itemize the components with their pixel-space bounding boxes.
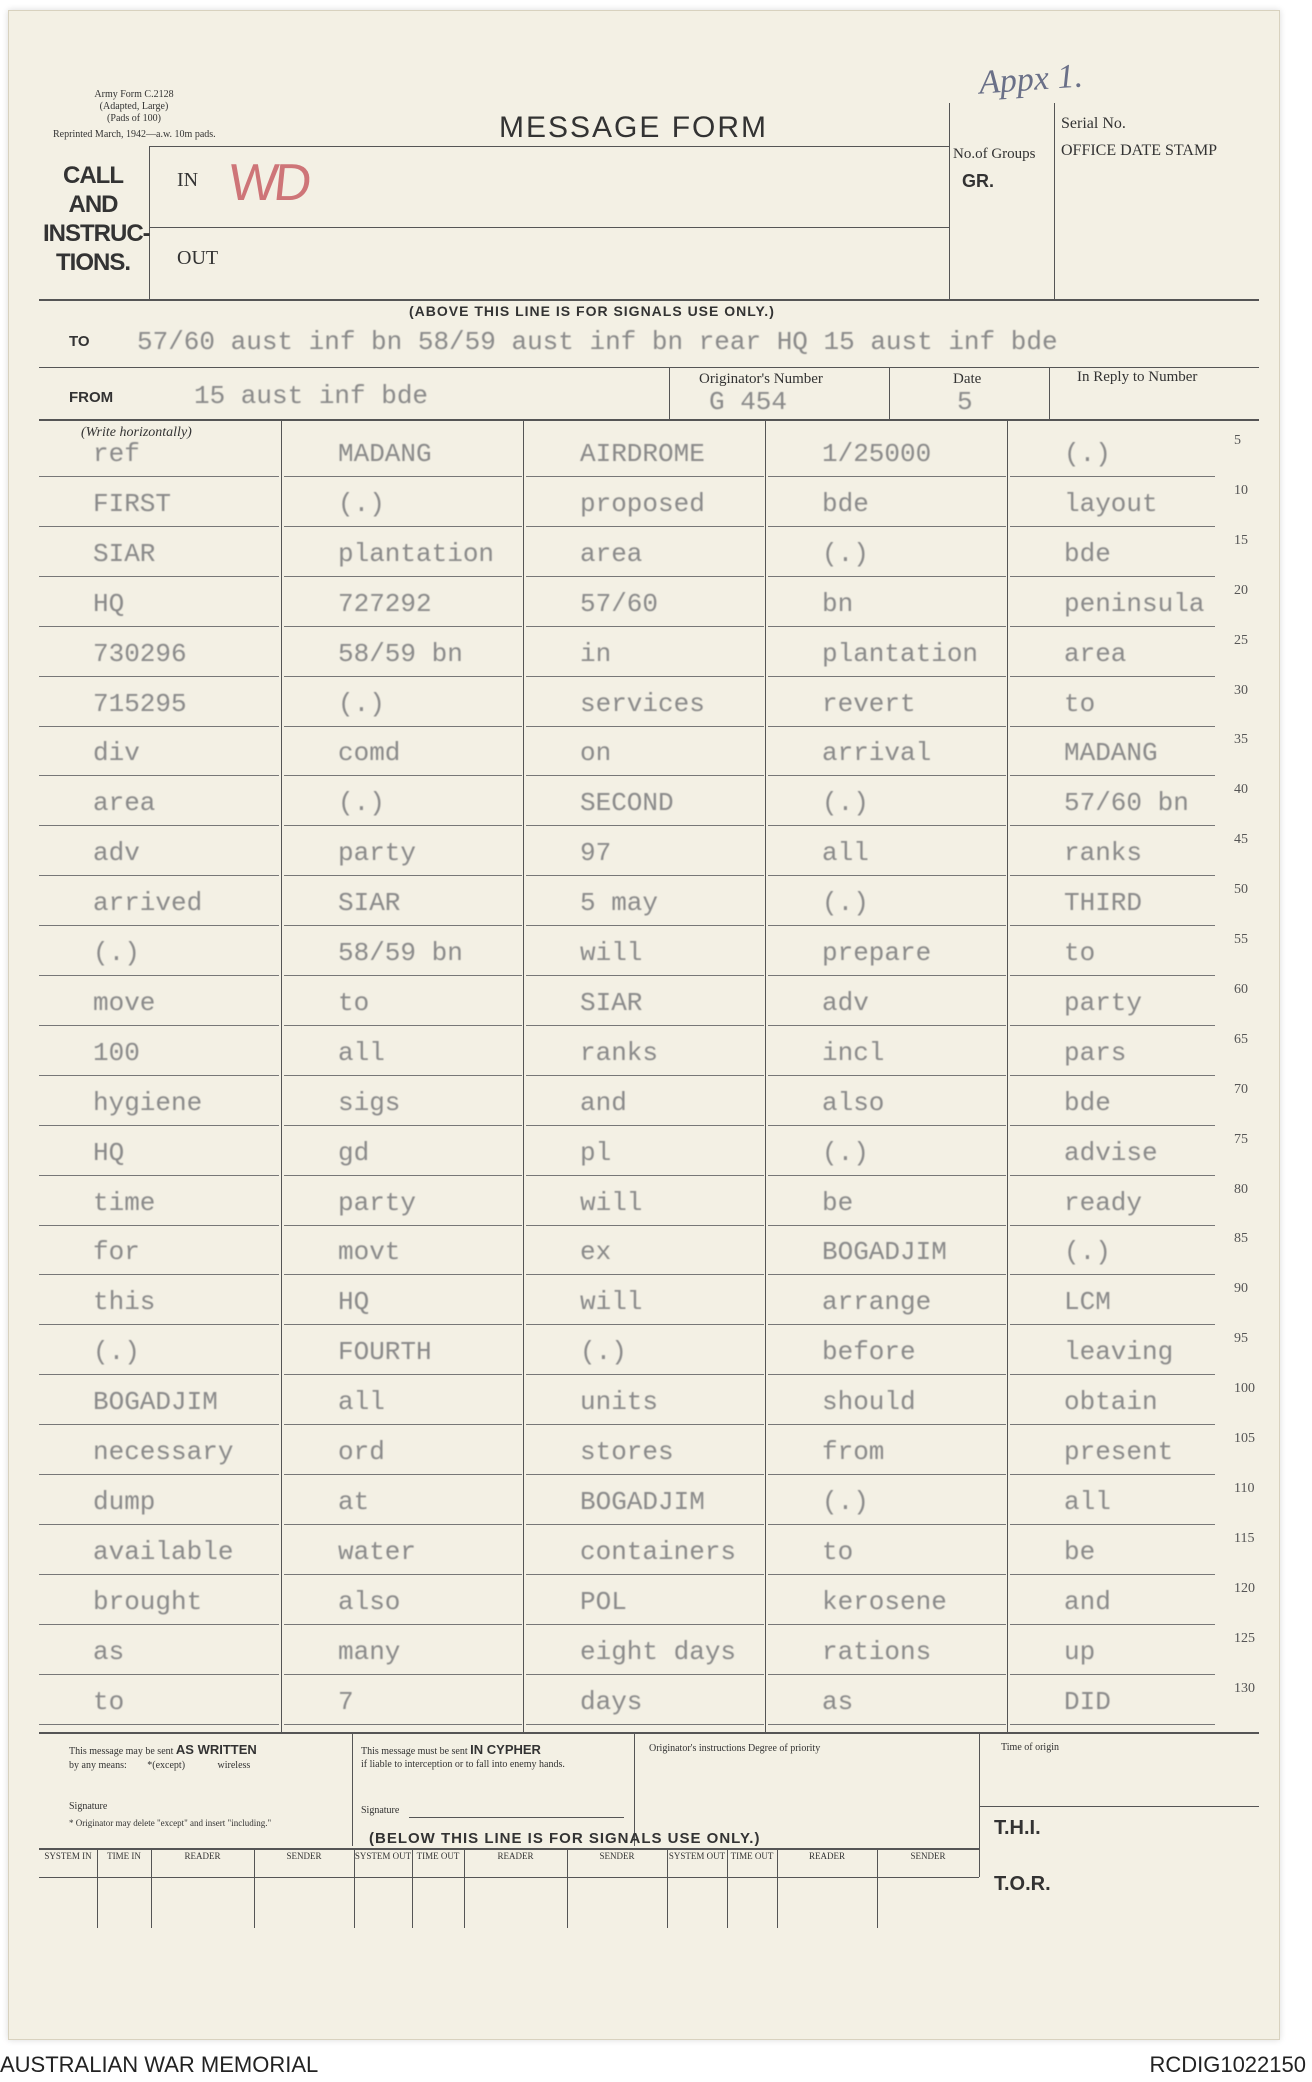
out-label: OUT — [177, 247, 219, 269]
message-word: MADANG — [1064, 738, 1158, 769]
signals-column-header: SYSTEM IN — [44, 1851, 92, 1861]
cypher-text-2: if liable to interception or to fall into enemy hands. — [361, 1759, 565, 1770]
message-word: BOGADJIM — [580, 1486, 705, 1517]
reply-label: In Reply to Number — [1077, 369, 1198, 385]
word-count-number: 55 — [1234, 932, 1248, 947]
message-word: to — [822, 1536, 854, 1567]
message-word: MADANG — [338, 439, 432, 469]
signature-label-2: Signature — [361, 1805, 400, 1816]
form-title: MESSAGE FORM — [499, 111, 769, 144]
tor-label: T.O.R. — [994, 1873, 1051, 1895]
message-word: arrived — [93, 888, 203, 919]
message-word: BOGADJIM — [822, 1237, 947, 1268]
written-bold: AS WRITTEN — [175, 1742, 257, 1757]
message-word: (.) — [338, 488, 385, 519]
message-word: also — [338, 1586, 401, 1617]
from-value: 15 aust inf bde — [194, 381, 429, 411]
to-label: TO — [69, 333, 90, 350]
message-word: (.) — [822, 538, 869, 569]
message-word: (.) — [822, 788, 869, 819]
message-word: bde — [822, 488, 869, 519]
message-word: party — [338, 838, 417, 869]
message-word: all — [1064, 1486, 1111, 1517]
message-word: 7 — [338, 1686, 354, 1717]
message-word: area — [1064, 638, 1127, 669]
message-word: comd — [338, 738, 401, 769]
message-word: should — [822, 1387, 916, 1418]
message-word: prepare — [822, 938, 932, 968]
message-word: BOGADJIM — [93, 1387, 218, 1418]
message-word: pars — [1064, 1037, 1127, 1068]
call-instructions-label: CALL AND INSTRUC-TIONS. — [43, 162, 150, 276]
signals-column-header: TIME IN — [107, 1851, 141, 1861]
word-count-number: 80 — [1234, 1181, 1248, 1197]
signals-column-header: SENDER — [910, 1851, 946, 1861]
message-word: bn — [822, 588, 854, 619]
message-form-paper — [8, 10, 1280, 2040]
message-word: plantation — [822, 638, 979, 669]
from-label: FROM — [69, 389, 114, 406]
message-word: and — [580, 1087, 627, 1118]
message-word: 715295 — [93, 688, 187, 719]
message-word: before — [822, 1337, 916, 1368]
word-count-number: 105 — [1234, 1431, 1255, 1446]
word-count-number: 65 — [1234, 1031, 1248, 1047]
message-word: days — [580, 1686, 643, 1717]
word-count-number: 120 — [1234, 1580, 1255, 1596]
message-word: party — [338, 1187, 417, 1218]
message-word: ex — [580, 1237, 612, 1268]
word-count-number: 60 — [1234, 981, 1248, 997]
word-count-number: 110 — [1234, 1480, 1255, 1496]
message-word: adv — [93, 838, 140, 869]
message-word: arrival — [822, 738, 932, 769]
message-word: leaving — [1064, 1337, 1174, 1368]
message-word: revert — [822, 688, 916, 719]
word-count-number: 25 — [1234, 632, 1248, 648]
footer-right: RCDIG1022150 — [1149, 2052, 1306, 2077]
message-word: (.) — [338, 788, 385, 819]
signals-column-divider — [567, 1848, 568, 1928]
signals-column-divider — [354, 1848, 355, 1928]
word-count-number: 40 — [1234, 782, 1248, 798]
message-word: will — [580, 1187, 643, 1218]
message-word: ord — [338, 1437, 385, 1467]
message-word: water — [338, 1536, 417, 1567]
message-word: 57/60 bn — [1064, 788, 1189, 819]
message-word: 57/60 — [580, 588, 659, 619]
word-count-number: 75 — [1234, 1131, 1248, 1147]
word-count-number: 10 — [1234, 482, 1248, 498]
message-word: (.) — [93, 938, 140, 968]
message-word: services — [580, 688, 705, 719]
message-word: in — [580, 638, 612, 669]
message-word: arrange — [822, 1287, 932, 1318]
message-word: as — [822, 1686, 854, 1717]
message-word: proposed — [580, 488, 705, 519]
signals-column-divider — [254, 1848, 255, 1928]
handwritten-annotation: Appx 1. — [977, 57, 1084, 102]
message-word: (.) — [338, 688, 385, 719]
message-word: on — [580, 738, 612, 769]
message-word: HQ — [338, 1287, 370, 1318]
signals-column-header: SENDER — [599, 1851, 635, 1861]
date-label: Date — [953, 371, 982, 387]
signals-column-header: SENDER — [286, 1851, 322, 1861]
word-count-number: 30 — [1234, 682, 1248, 698]
message-word: to — [1064, 938, 1096, 968]
message-word: all — [338, 1387, 385, 1418]
message-word: (.) — [1064, 1237, 1111, 1268]
signals-column-divider — [777, 1848, 778, 1928]
message-word: kerosene — [822, 1586, 947, 1617]
message-word: all — [822, 838, 869, 869]
serial-label: Serial No. — [1061, 115, 1126, 132]
message-word: (.) — [822, 1137, 869, 1168]
message-word: eight days — [580, 1636, 737, 1667]
message-word: (.) — [822, 888, 869, 919]
message-word: AIRDROME — [580, 439, 705, 469]
message-word: SECOND — [580, 788, 674, 819]
signals-column-header: READER — [809, 1851, 845, 1861]
signals-column-header: SYSTEM OUT — [668, 1851, 726, 1861]
message-word: HQ — [93, 1137, 125, 1168]
message-word: advise — [1064, 1137, 1158, 1168]
written-text-1: This message may be sent — [69, 1746, 174, 1757]
word-count-number: 50 — [1234, 882, 1248, 898]
to-value: 57/60 aust inf bn 58/59 aust inf bn rear HQ 15 aust inf bde — [137, 327, 1058, 357]
message-word: to — [93, 1686, 125, 1717]
message-word: peninsula — [1064, 588, 1205, 619]
word-count-number: 35 — [1234, 732, 1248, 748]
office-date-stamp-label: OFFICE DATE STAMP — [1061, 142, 1218, 159]
message-word: ref — [93, 439, 140, 469]
message-word: for — [93, 1237, 140, 1268]
signals-column-divider — [727, 1848, 728, 1928]
wireless-label: wireless — [217, 1760, 251, 1771]
message-word: containers — [580, 1536, 737, 1567]
message-word: adv — [822, 987, 869, 1018]
message-word: stores — [580, 1437, 674, 1467]
signals-columns — [9, 11, 1279, 2039]
except-note: *(except) — [147, 1760, 186, 1771]
word-count-number: 85 — [1234, 1231, 1248, 1247]
message-word: and — [1064, 1586, 1111, 1617]
message-word: LCM — [1064, 1287, 1111, 1318]
message-word: HQ — [93, 588, 125, 619]
signals-column-divider — [151, 1848, 152, 1928]
message-word: area — [580, 538, 643, 569]
time-of-origin-label: Time of origin — [1001, 1742, 1059, 1753]
signals-column-header: READER — [497, 1851, 534, 1861]
message-word: up — [1064, 1636, 1096, 1667]
message-word: gd — [338, 1137, 370, 1168]
message-word: rations — [822, 1636, 932, 1667]
signals-column-header: READER — [184, 1851, 221, 1861]
message-word: bde — [1064, 538, 1111, 569]
write-horizontally-note: (Write horizontally) — [81, 425, 192, 440]
message-word: (.) — [822, 1486, 869, 1517]
message-word: THIRD — [1064, 888, 1143, 919]
message-word: hygiene — [93, 1087, 203, 1118]
message-word: incl — [822, 1037, 885, 1068]
message-word: be — [822, 1187, 854, 1218]
message-word: ready — [1064, 1187, 1143, 1218]
thi-label: T.H.I. — [994, 1817, 1041, 1839]
message-word: bde — [1064, 1087, 1111, 1118]
signature-label-1: Signature — [69, 1801, 108, 1812]
message-word: obtain — [1064, 1387, 1158, 1418]
word-count-number: 15 — [1234, 532, 1248, 548]
signals-column-header: TIME OUT — [730, 1851, 774, 1861]
message-word: plantation — [338, 538, 495, 569]
message-word: (.) — [93, 1337, 140, 1368]
message-word: POL — [580, 1586, 627, 1617]
message-word: SIAR — [93, 538, 156, 569]
written-text-2: by any means: — [69, 1760, 127, 1771]
cypher-bold: IN CYPHER — [470, 1742, 541, 1757]
message-word: 100 — [93, 1037, 140, 1068]
originator-instructions: Originator's instructions Degree of priority — [649, 1743, 821, 1754]
message-word: party — [1064, 987, 1143, 1018]
message-word: 1/25000 — [822, 439, 932, 469]
originator-label: Originator's Number — [699, 371, 823, 387]
message-word: sigs — [338, 1087, 401, 1118]
message-word: 5 may — [580, 888, 659, 919]
message-word: all — [338, 1037, 385, 1068]
groups-label: No.of Groups — [953, 146, 1036, 162]
message-word: to — [338, 987, 370, 1018]
word-count-number: 95 — [1234, 1331, 1248, 1347]
message-word: move — [93, 987, 156, 1018]
message-word: brought — [93, 1586, 203, 1617]
message-word: will — [580, 1287, 643, 1318]
word-count-number: 45 — [1234, 832, 1248, 848]
message-word: available — [93, 1536, 234, 1567]
word-count-number: 125 — [1234, 1630, 1255, 1646]
message-word: present — [1064, 1437, 1174, 1467]
below-line-note: (BELOW THIS LINE IS FOR SIGNALS USE ONLY.) — [369, 1830, 761, 1847]
message-word: to — [1064, 688, 1096, 719]
in-stamp: WD — [225, 154, 311, 212]
date-value: 5 — [957, 387, 973, 417]
word-count-number: 20 — [1234, 582, 1248, 598]
originator-value: G 454 — [709, 387, 788, 417]
message-word: movt — [338, 1237, 401, 1268]
signals-column-divider — [97, 1848, 98, 1928]
message-word: SIAR — [338, 888, 401, 919]
form-adapted: (Adapted, Large) — [99, 101, 169, 112]
message-word: this — [93, 1287, 156, 1318]
signals-column-divider — [412, 1848, 413, 1928]
message-word: ranks — [580, 1037, 659, 1068]
signals-column-divider — [464, 1848, 465, 1928]
word-count-number: 100 — [1234, 1381, 1255, 1397]
message-word: 727292 — [338, 588, 432, 619]
above-line-note: (ABOVE THIS LINE IS FOR SIGNALS USE ONLY.) — [409, 303, 775, 319]
word-count-number: 115 — [1234, 1530, 1255, 1546]
message-word: many — [338, 1636, 401, 1667]
message-word: 730296 — [93, 638, 187, 669]
message-word: FIRST — [93, 488, 172, 519]
message-word: 97 — [580, 838, 612, 869]
groups-value: GR. — [962, 171, 995, 191]
in-label: IN — [177, 169, 199, 191]
message-word: 58/59 bn — [338, 638, 463, 669]
message-word: time — [93, 1187, 156, 1218]
message-word: as — [93, 1636, 125, 1667]
message-word: layout — [1064, 488, 1158, 519]
message-word: (.) — [580, 1337, 627, 1368]
originator-delete-note: * Originator may delete "except" and insert "including." — [69, 1818, 272, 1828]
message-word: necessary — [93, 1437, 234, 1467]
message-word: SIAR — [580, 987, 643, 1018]
signals-column-header: SYSTEM OUT — [354, 1851, 412, 1861]
message-word: DID — [1064, 1686, 1111, 1717]
message-word: div — [93, 738, 140, 769]
signals-column-header: TIME OUT — [416, 1851, 460, 1861]
word-count-number: 90 — [1234, 1281, 1248, 1297]
footer-left: AUSTRALIAN WAR MEMORIAL — [0, 2052, 319, 2077]
message-word: area — [93, 788, 156, 819]
cypher-text-1: This message must be sent — [361, 1746, 468, 1757]
message-word: pl — [580, 1137, 612, 1168]
message-word: 58/59 bn — [338, 938, 463, 968]
form-pads: (Pads of 100) — [107, 113, 161, 124]
message-word: dump — [93, 1486, 156, 1517]
word-count-number: 5 — [1234, 433, 1241, 448]
message-word: (.) — [1064, 439, 1111, 469]
message-word: ranks — [1064, 838, 1143, 869]
message-word: will — [580, 938, 643, 968]
word-count-number: 130 — [1234, 1680, 1255, 1696]
message-word: units — [580, 1387, 659, 1418]
message-word: FOURTH — [338, 1337, 432, 1368]
reprint-note: Reprinted March, 1942—a.w. 10m pads. — [53, 129, 216, 140]
message-word: from — [822, 1437, 885, 1467]
signals-column-divider — [877, 1848, 878, 1928]
message-word: be — [1064, 1536, 1096, 1567]
message-word: also — [822, 1087, 885, 1118]
form-id: Army Form C.2128 — [94, 89, 174, 100]
signals-column-divider — [667, 1848, 668, 1928]
word-count-number: 70 — [1234, 1081, 1248, 1097]
message-word: at — [338, 1486, 370, 1517]
